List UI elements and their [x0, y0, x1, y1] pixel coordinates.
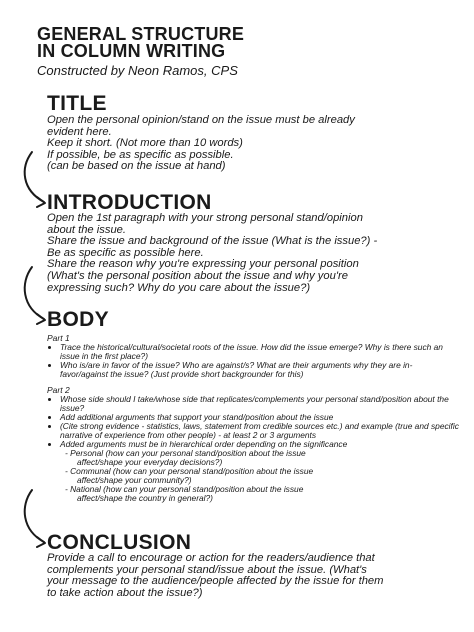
title-section [47, 93, 459, 173]
introduction-line: Share the issue and background of the issue (What is the issue?) - [47, 235, 378, 248]
conclusion-line: complements your personal stand/issue about the issue. (What's [47, 563, 367, 576]
introduction-line: Open the 1st paragraph with your strong personal stand/opinion [47, 212, 363, 224]
title-line-2: IN COLUMN WRITING [37, 41, 226, 61]
title-line-1: GENERAL STRUCTURE [37, 24, 245, 44]
list-item: • Whose side should I take/whose side that replicates/complements your personal stand/position about the issue? [60, 395, 459, 413]
sub-item: - Personal (how can your personal stand/position about the issue [65, 448, 306, 458]
title-section-line: If possible, be as specific as possible. [47, 148, 234, 161]
title-section-heading: TITLE [47, 92, 107, 115]
conclusion-section [47, 532, 459, 599]
introduction-line: Be as specific as possible here. [47, 246, 204, 259]
introduction-line: about the issue. [47, 223, 126, 236]
list-item: • Who is/are in favor of the issue? Who are against/s? What are their arguments why they are in-favor/against the issue? (Just provide short backgrounder for this) [60, 361, 459, 379]
sub-item: affect/shape the country in general?) [77, 493, 213, 503]
introduction-line: (What's the personal position about the issue and why you're [47, 269, 348, 282]
introduction-heading: INTRODUCTION [47, 191, 212, 214]
body-heading: BODY [47, 308, 109, 331]
introduction-line: Share the reason why you're expressing your personal position [47, 258, 359, 271]
document-title [37, 26, 337, 60]
curved-arrow-icon [18, 488, 54, 550]
significance-sublist [47, 449, 459, 503]
list-item: • Trace the historical/cultural/societal roots of the issue. How did the issue emerge? Why is there such an issue in the first place?) [60, 343, 459, 361]
title-section-line: (can be based on the issue at hand) [47, 160, 226, 173]
introduction-line: expressing such? Why do you care about the issue?) [47, 281, 311, 294]
part-2-list [47, 395, 459, 449]
introduction-section [47, 192, 459, 294]
sub-item: - National (how can your personal stand/position about the issue [65, 484, 304, 494]
document-subtitle: Constructed by Neon Ramos, CPS [37, 63, 238, 78]
title-section-line: evident here. [47, 125, 112, 138]
part-1-list [47, 343, 459, 379]
sub-item: affect/shape your everyday decisions?) [77, 457, 223, 467]
curved-arrow-icon [18, 150, 54, 210]
part-2-label: Part 2 [47, 385, 70, 395]
sub-item: affect/shape your community?) [77, 475, 192, 485]
body-section [47, 309, 459, 503]
part-1-label: Part 1 [47, 333, 70, 343]
sub-item: - Communal (how can your personal stand/position about the issue [65, 466, 314, 476]
list-item: • Added arguments must be in hierarchical order depending on the significance [60, 440, 459, 449]
title-section-line: Open the personal opinion/stand on the issue must be already [47, 114, 355, 126]
conclusion-line: to take action about the issue?) [47, 586, 203, 599]
conclusion-line: your message to the audience/people affected by the issue for them [47, 575, 384, 588]
conclusion-line: Provide a call to encourage or action for the readers/audience that [47, 552, 375, 564]
curved-arrow-icon [18, 265, 54, 327]
conclusion-heading: CONCLUSION [47, 531, 192, 554]
list-item: • Add additional arguments that support your stand/position about the issue [60, 413, 459, 422]
title-section-line: Keep it short. (Not more than 10 words) [47, 137, 243, 150]
list-item: • (Cite strong evidence - statistics, laws, statement from credible sources etc.) and example (true and specific narrative of experience from other people) - at least 2 or 3 arguments [60, 422, 459, 440]
